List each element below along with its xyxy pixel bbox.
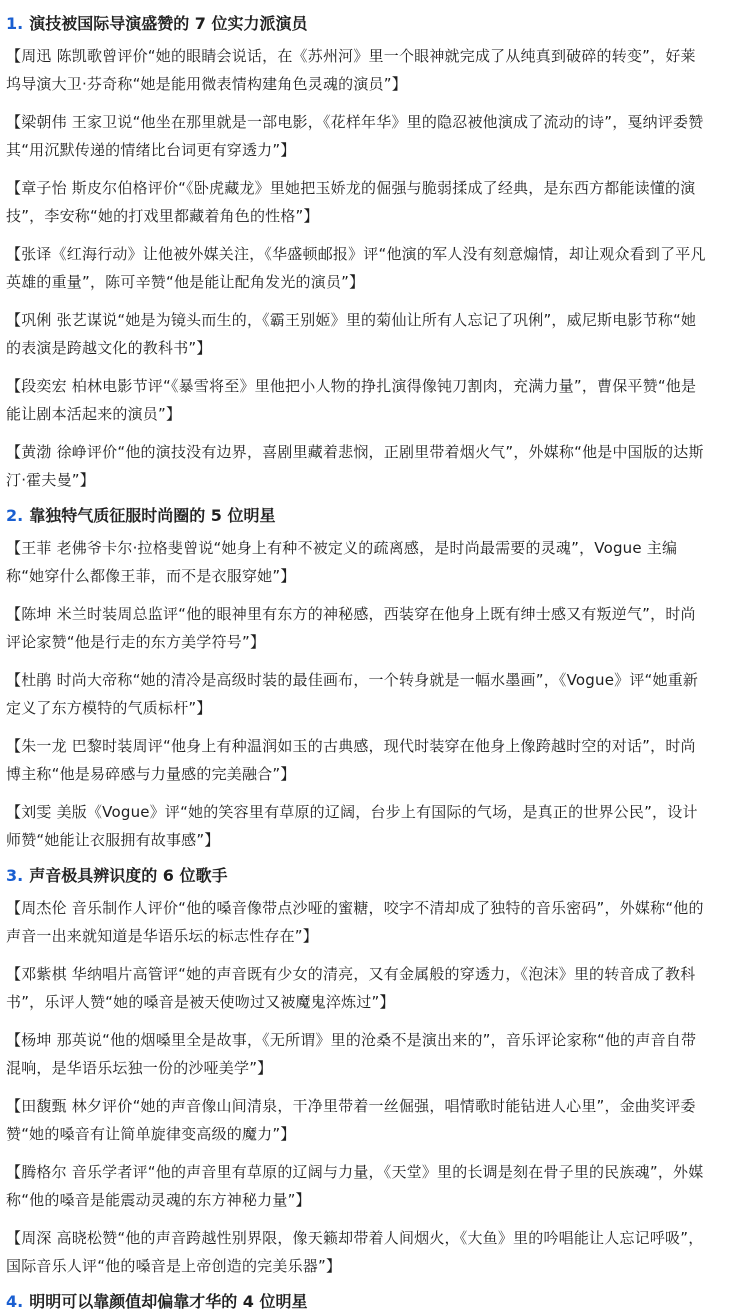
section-number: 4.	[6, 1292, 24, 1311]
section-1	[6, 12, 750, 494]
list-item: 【周杰伦 音乐制作人评价“他的嗓音像带点沙哑的蜜糖，咬字不清却成了独特的音乐密码”，外媒称“他的声音一出来就知道是华语乐坛的标志性存在”】	[6, 899, 704, 945]
section-2	[6, 504, 750, 854]
section-heading	[6, 504, 750, 528]
section-number: 2.	[6, 506, 24, 525]
list-item: 【田馥甄 林夕评价“她的声音像山间清泉，干净里带着一丝倔强，唱情歌时能钻进人心里”，金曲奖评委赞“她的嗓音有让简单旋律变高级的魔力”】	[6, 1097, 696, 1143]
list-item: 【张译《红海行动》让他被外媒关注，《华盛顿邮报》评“他演的军人没有刻意煽情，却让观众看到了平凡英雄的重量”，陈可辛赞“他是能让配角发光的演员”】	[6, 245, 706, 291]
list-item: 【腾格尔 音乐学者评“他的声音里有草原的辽阔与力量，《天堂》里的长调是刻在骨子里的民族魂”，外媒称“他的嗓音是能震动灵魂的东方神秘力量”】	[6, 1163, 704, 1209]
section-title: 演技被国际导演盛赞的 7 位实力派演员	[29, 14, 308, 33]
list-item: 【梁朝伟 王家卫说“他坐在那里就是一部电影，《花样年华》里的隐忍被他演成了流动的诗”，戛纳评委赞其“用沉默传递的情绪比台词更有穿透力”】	[6, 113, 704, 159]
section-4	[6, 1290, 750, 1314]
section-title: 声音极具辨识度的 6 位歌手	[29, 866, 228, 885]
list-item: 【章子怡 斯皮尔伯格评价“《卧虎藏龙》里她把玉娇龙的倔强与脆弱揉成了经典，是东西方都能读懂的演技”，李安称“她的打戏里都藏着角色的性格”】	[6, 179, 696, 225]
section-heading	[6, 12, 750, 36]
section-3	[6, 864, 750, 1280]
list-item: 【王菲 老佛爷卡尔·拉格斐曾说“她身上有种不被定义的疏离感，是时尚最需要的灵魂”，Vogue 主编称“她穿什么都像王菲，而不是衣服穿她”】	[6, 539, 678, 585]
list-item: 【杜鹃 时尚大帝称“她的清冷是高级时装的最佳画布，一个转身就是一幅水墨画”，《Vogue》评“她重新定义了东方模特的气质标杆”】	[6, 671, 699, 717]
section-number: 1.	[6, 14, 24, 33]
section-heading	[6, 864, 750, 888]
list-item: 【杨坤 那英说“他的烟嗓里全是故事，《无所谓》里的沧桑不是演出来的”，音乐评论家称“他的声音自带混响，是华语乐坛独一份的沙哑美学”】	[6, 1031, 697, 1077]
list-item: 【段奕宏 柏林电影节评“《暴雪将至》里他把小人物的挣扎演得像钝刀割肉，充满力量”，曹保平赞“他是能让剧本活起来的演员”】	[6, 377, 697, 423]
list-item: 【黄渤 徐峥评价“他的演技没有边界，喜剧里藏着悲悯，正剧里带着烟火气”，外媒称“他是中国版的达斯汀·霍夫曼”】	[6, 443, 704, 489]
section-heading	[6, 1290, 750, 1314]
list-item: 【朱一龙 巴黎时装周评“他身上有种温润如玉的古典感，现代时装穿在他身上像跨越时空的对话”，时尚博主称“他是易碎感与力量感的完美融合”】	[6, 737, 696, 783]
list-item: 【周深 高晓松赞“他的声音跨越性别界限，像天籁却带着人间烟火，《大鱼》里的吟唱能让人忘记呼吸”，国际音乐人评“他的嗓音是上帝创造的完美乐器”】	[6, 1229, 704, 1275]
section-number: 3.	[6, 866, 24, 885]
list-item: 【巩俐 张艺谋说“她是为镜头而生的，《霸王别姬》里的菊仙让所有人忘记了巩俐”，威尼斯电影节称“她的表演是跨越文化的教科书”】	[6, 311, 697, 357]
list-item: 【陈坤 米兰时装周总监评“他的眼神里有东方的神秘感，西装穿在他身上既有绅士感又有叛逆气”，时尚评论家赞“他是行走的东方美学符号”】	[6, 605, 696, 651]
section-title: 靠独特气质征服时尚圈的 5 位明星	[29, 506, 276, 525]
section-title: 明明可以靠颜值却偏靠才华的 4 位明星	[29, 1292, 308, 1311]
list-item: 【刘雯 美版《Vogue》评“她的笑容里有草原的辽阔，台步上有国际的气场，是真正的世界公民”，设计师赞“她能让衣服拥有故事感”】	[6, 803, 698, 849]
list-item: 【邓紫棋 华纳唱片高管评“她的声音既有少女的清亮，又有金属般的穿透力，《泡沫》里的转音成了教科书”，乐评人赞“她的嗓音是被天使吻过又被魔鬼淬炼过”】	[6, 965, 696, 1011]
list-item: 【周迅 陈凯歌曾评价“她的眼睛会说话，在《苏州河》里一个眼神就完成了从纯真到破碎的转变”，好莱坞导演大卫·芬奇称“她是能用微表情构建角色灵魂的演员”】	[6, 47, 696, 93]
